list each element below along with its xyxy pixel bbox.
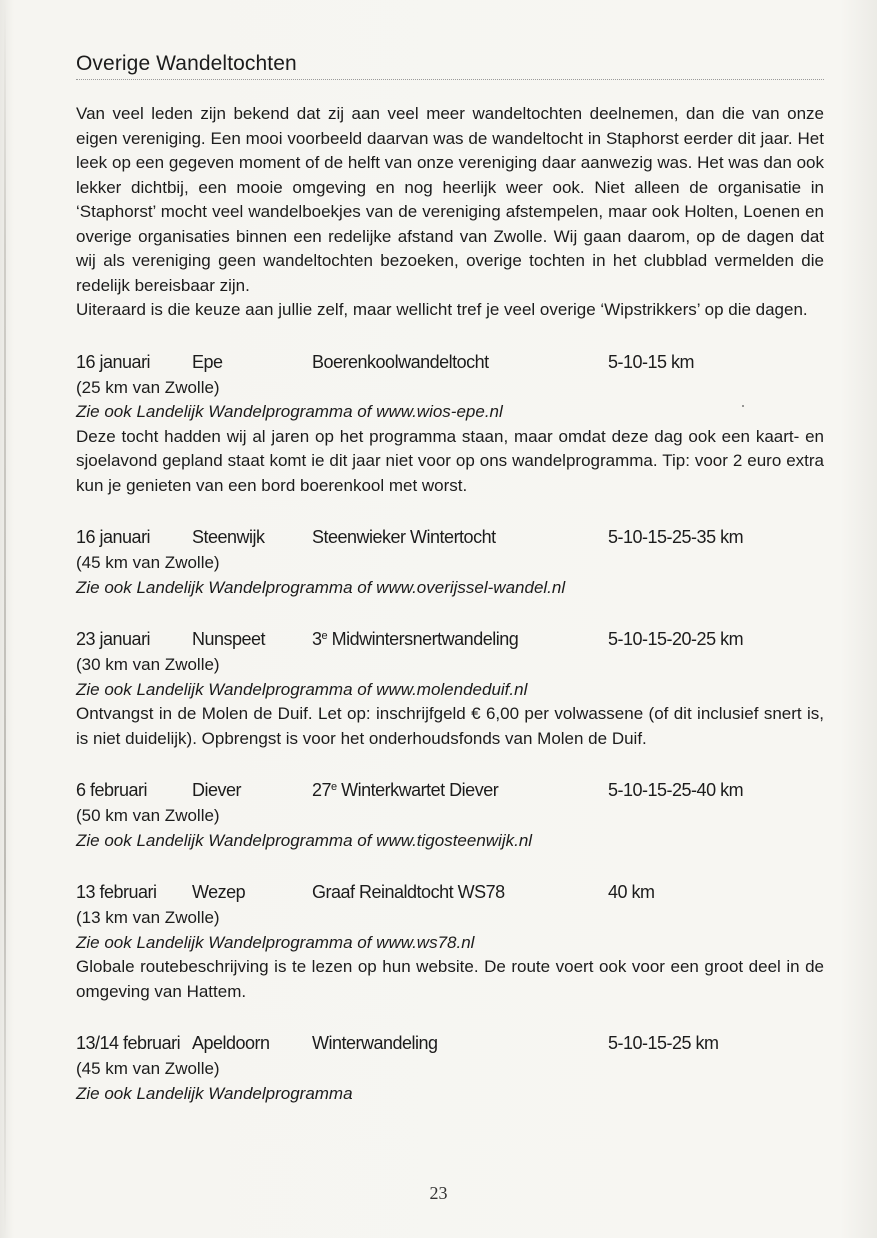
event-distance: 5-10-15-20-25 km <box>608 629 744 649</box>
event-name-main: 3 <box>312 629 322 649</box>
event-distance-from-zwolle: (50 km van Zwolle) <box>76 806 220 825</box>
event-header <box>76 879 824 906</box>
event-name-ordinal: e <box>331 781 337 793</box>
event-entry <box>76 626 824 751</box>
event-reference: Zie ook Landelijk Wandelprogramma of www.molendeduif.nl <box>76 679 528 699</box>
event-name <box>312 1030 438 1057</box>
page-heading: Overige Wandeltochten <box>76 52 297 75</box>
event-name-main: Graaf Reinaldtocht WS78 <box>312 882 505 902</box>
page-number: 23 <box>429 1183 448 1203</box>
event-date: 23 januari <box>76 629 151 649</box>
event-distance-from-zwolle: (13 km van Zwolle) <box>76 908 220 927</box>
event-place: Nunspeet <box>192 629 266 649</box>
event-place: Apeldoorn <box>192 1033 270 1053</box>
event-reference: Zie ook Landelijk Wandelprogramma of www.overijssel-wandel.nl <box>76 577 566 597</box>
event-reference: Zie ook Landelijk Wandelprogramma of www.wios-epe.nl <box>76 402 503 421</box>
event-name <box>312 879 505 906</box>
event-distance-from-zwolle: (45 km van Zwolle) <box>76 1059 220 1078</box>
event-name-main: Winterwandeling <box>312 1033 438 1053</box>
event-entry <box>76 777 824 853</box>
binding-edge <box>4 0 6 1238</box>
event-place: Epe <box>192 351 223 372</box>
event-header <box>76 1030 824 1057</box>
event-date: 6 februari <box>76 780 148 800</box>
event-date: 16 januari <box>76 527 151 547</box>
print-speck <box>742 405 744 407</box>
event-distance-from-zwolle: (30 km van Zwolle) <box>76 655 220 674</box>
event-name <box>312 524 496 551</box>
event-name <box>312 349 489 376</box>
intro-paragraph: Uiteraard is die keuze aan jullie zelf, maar wellicht tref je veel overige ‘Wipstrikkers’ op die dagen. <box>76 300 808 319</box>
event-distance: 40 km <box>608 882 655 902</box>
event-place: Steenwijk <box>192 527 265 547</box>
event-header <box>76 777 824 804</box>
event-header <box>76 524 824 551</box>
event-place: Diever <box>192 780 242 800</box>
event-header <box>76 626 824 653</box>
intro <box>76 102 824 323</box>
event-distance: 5-10-15-25 km <box>608 1033 719 1053</box>
event-distance: 5-10-15 km <box>608 351 695 372</box>
event-description: Globale routebeschrijving is te lezen op hun website. De route voert ook voor een groot deel in de omgeving van Hattem. <box>76 957 824 1001</box>
event-name-rest: Winterkwartet Diever <box>336 780 499 800</box>
event-description: Ontvangst in de Molen de Duif. Let op: inschrijfgeld € 6,00 per volwassene (of dit inclusief snert is, is niet duidelijk). Opbrengst is voor het onderhoudsfonds van Molen de Duif. <box>76 704 824 748</box>
event-date: 13/14 februari <box>76 1033 181 1053</box>
event-reference: Zie ook Landelijk Wandelprogramma <box>76 1083 353 1103</box>
event-distance-from-zwolle: (25 km van Zwolle) <box>76 377 220 397</box>
event-name-main: Steenwieker Wintertocht <box>312 527 496 547</box>
event-distance: 5-10-15-25-35 km <box>608 527 744 547</box>
event-name <box>312 626 518 653</box>
event-name-main: Boerenkoolwandeltocht <box>312 351 489 372</box>
event-name <box>312 777 498 804</box>
event-name-ordinal: e <box>321 630 328 642</box>
event-list <box>76 349 824 1107</box>
content <box>76 102 824 1106</box>
event-place: Wezep <box>192 882 246 902</box>
event-entry <box>76 349 824 499</box>
event-header <box>76 349 824 376</box>
event-entry <box>76 1030 824 1106</box>
event-name-main: 27 <box>312 780 332 800</box>
event-entry <box>76 879 824 1004</box>
event-reference: Zie ook Landelijk Wandelprogramma of www.ws78.nl <box>76 932 475 952</box>
event-reference: Zie ook Landelijk Wandelprogramma of www.tigosteenwijk.nl <box>76 830 533 850</box>
event-date: 16 januari <box>76 351 151 372</box>
event-entry <box>76 524 824 600</box>
event-distance: 5-10-15-25-40 km <box>608 780 744 800</box>
event-name-rest: Midwintersnertwandeling <box>327 629 519 649</box>
event-date: 13 februari <box>76 882 157 902</box>
intro-paragraph: Van veel leden zijn bekend dat zij aan veel meer wandeltochten deelnemen, dan die van onze eigen vereniging. Een mooi voorbeeld daarvan was de wandeltocht in Staphorst eerder dit jaar. Het leek op een gegeven moment of de helft van onze vereniging daar aanwezig was. Het was dan ook lekker dichtbij, een mooie omgeving en nog heerlijk weer ook. Niet alleen de organisatie in ‘Staphorst’ mocht veel wandelboekjes van de vereniging afstempelen, maar ook Holten, Loenen en overige organisaties binnen een redelijke afstand van Zwolle. Wij gaan daarom, op de dagen dat wij als vereniging geen wandeltochten bezoeken, overige tochten in het clubblad vermelden die redelijk bereisbaar zijn. <box>76 104 824 295</box>
event-description: Deze tocht hadden wij al jaren op het programma staan, maar omdat deze dag ook een kaart- en sjoelavond gepland staat komt ie dit jaar niet voor op ons wandelprogramma. Tip: voor 2 euro extra kun je genieten van een bord boerenkool met worst. <box>76 426 824 495</box>
event-distance-from-zwolle: (45 km van Zwolle) <box>76 553 220 572</box>
heading-rule <box>76 79 824 80</box>
